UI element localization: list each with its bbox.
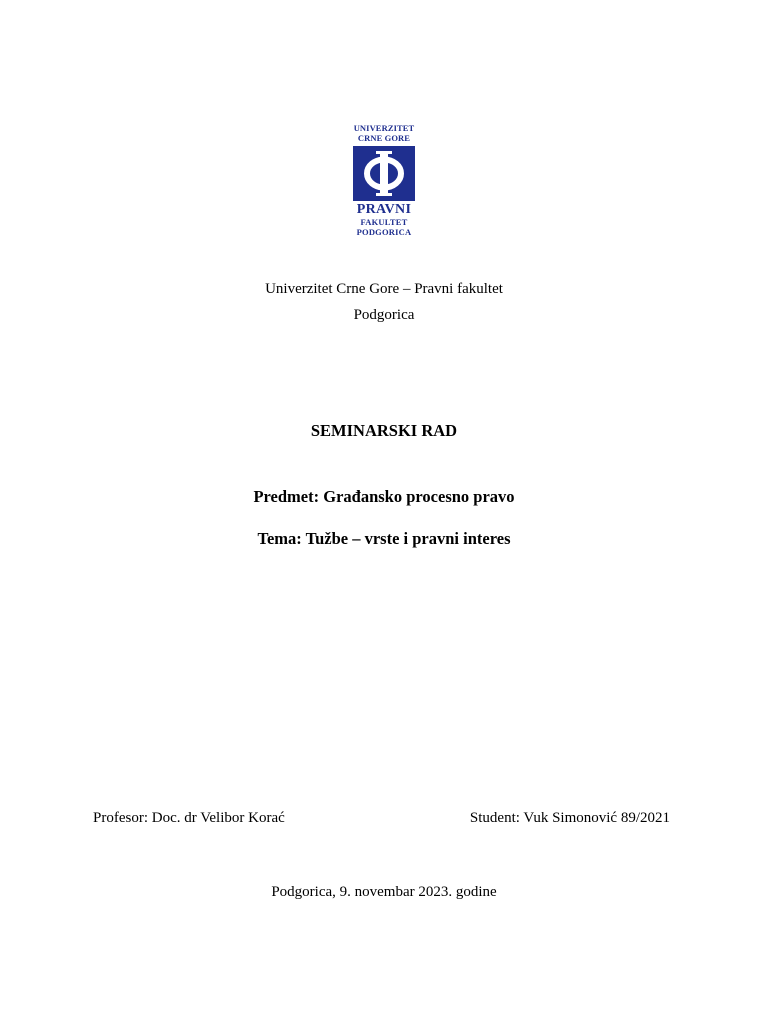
- topic-line: Tema: Tužbe – vrste i pravni interes: [257, 529, 511, 548]
- subject-line: Predmet: Građansko procesno pravo: [253, 487, 515, 506]
- logo-line-pravni: PRAVNI: [356, 202, 412, 217]
- professor-line: Profesor: Doc. dr Velibor Korać: [93, 810, 285, 826]
- institution-city: Podgorica: [353, 307, 415, 323]
- logo-line-univerzitet: UNIVERZITET: [353, 123, 415, 133]
- logo-top-text: [350, 124, 418, 144]
- university-logo: [350, 124, 418, 244]
- logo-line-crne-gore: CRNE GORE: [357, 133, 411, 143]
- student-line: Student: Vuk Simonović 89/2021: [469, 810, 670, 826]
- date-line: Podgorica, 9. novembar 2023. godine: [271, 884, 497, 900]
- logo-line-podgorica: PODGORICA: [356, 227, 412, 237]
- phi-emblem-icon: [353, 146, 415, 201]
- institution-name: Univerzitet Crne Gore – Pravni fakultet: [265, 281, 503, 297]
- logo-bottom-text: [350, 218, 418, 238]
- logo-phi-box: [353, 146, 415, 201]
- document-title: SEMINARSKI RAD: [310, 421, 458, 440]
- logo-line-fakultet: FAKULTET: [360, 217, 408, 227]
